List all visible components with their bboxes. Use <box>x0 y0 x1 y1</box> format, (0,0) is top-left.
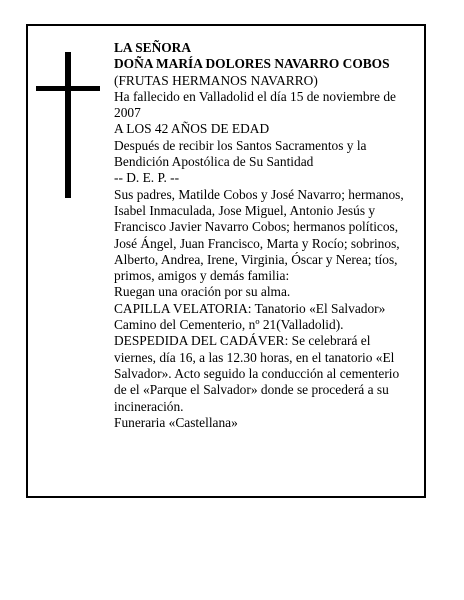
prayer-request: Ruegan una oración por su alma. <box>114 284 291 300</box>
obituary-text <box>114 40 414 431</box>
family-list: Sus padres, Matilde Cobos y José Navarro; hermanos, Isabel Inmaculada, Jose Miguel, Antonio Jesús y Francisco Javier Navarro Cobos; hermanos políticos, José Ángel, Juan Francisco, Marta y Rocío; sobrinos, Alberto, Andrea, Irene, Virginia, Óscar y Nerea; tíos, primos, amigos y demás familia: <box>114 186 404 284</box>
deceased-name: DOÑA MARÍA DOLORES NAVARRO COBOS <box>114 56 390 72</box>
cross-vertical-bar <box>65 52 71 198</box>
cross-icon <box>36 52 100 198</box>
company-name: (FRUTAS HERMANOS NAVARRO) <box>114 72 318 88</box>
rest-in-peace: -- D. E. P. -- <box>114 170 180 186</box>
chapel-location: CAPILLA VELATORIA: Tanatorio «El Salvador» <box>114 300 386 316</box>
funeral-home: Funeraria «Castellana» <box>114 414 238 430</box>
sacraments-line: Después de recibir los Santos Sacramentos y la Bendición Apostólica de Su Santidad <box>114 137 367 170</box>
cross-horizontal-bar <box>36 86 100 91</box>
title: LA SEÑORA <box>114 40 192 55</box>
chapel-address: Camino del Cementerio, nº 21(Valladolid). <box>114 317 344 333</box>
age-line: A LOS 42 AÑOS DE EDAD <box>114 121 270 137</box>
death-announcement: Ha fallecido en Valladolid el día 15 de noviembre de 2007 <box>114 88 396 121</box>
farewell-details: DESPEDIDA DEL CADÁVER: Se celebrará el viernes, día 16, a las 12.30 horas, en el tanatorio «El Salvador». Acto seguido la conducción al cementerio de el «Parque el Salvador» donde se procederá a su incineración. <box>114 333 400 414</box>
